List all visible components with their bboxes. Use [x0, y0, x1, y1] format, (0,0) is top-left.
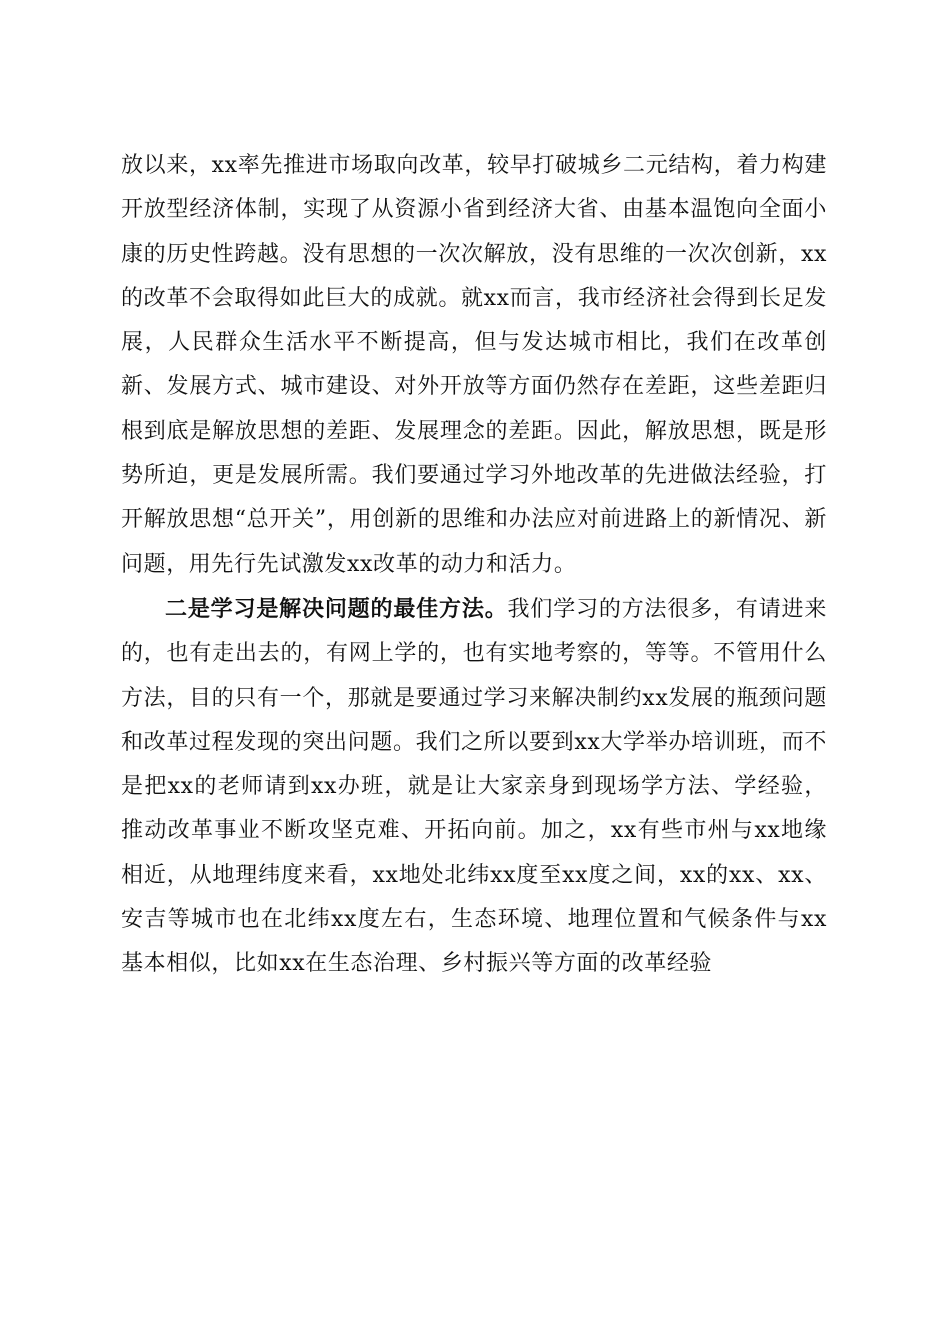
paragraph-continued: [121, 144, 827, 587]
paragraph-lead-heading: 二是学习是解决问题的最佳方法。: [165, 595, 508, 622]
paragraph-text: 我们学习的方法很多，有请进来的，也有走出去的，有网上学的，也有实地考察的，等等。不管用什么方法，目的只有一个，那就是要通过学习来解决制约xx发展的瓶颈问题和改革过程发现的突出问题。我们之所以要到xx大学举办培训班，而不是把xx的老师请到xx办班，就是让大家亲身到现场学方法、学经验，推动改革事业不断攻坚克难、开拓向前。加之，xx有些市州与xx地缘相近，从地理纬度来看，xx地处北纬xx度至xx度之间，xx的xx、xx、安吉等城市也在北纬xx度左右，生态环境、地理位置和气候条件与xx基本相似，比如xx在生态治理、乡村振兴等方面的改革经验: [121, 596, 827, 977]
paragraph-learning-method: [121, 587, 827, 987]
paragraph-text: 放以来，xx率先推进市场取向改革，较早打破城乡二元结构，着力构建开放型经济体制，实现了从资源小省到经济大省、由基本温饱向全面小康的历史性跨越。没有思想的一次次解放，没有思维的一次次创新，xx的改革不会取得如此巨大的成就。就xx而言，我市经济社会得到长足发展，人民群众生活水平不断提高，但与发达城市相比，我们在改革创新、发展方式、城市建设、对外开放等方面仍然存在差距，这些差距归根到底是解放思想的差距、发展理念的差距。因此，解放思想，既是形势所迫，更是发展所需。我们要通过学习外地改革的先进做法经验，打开解放思想“总开关”，用创新的思维和办法应对前进路上的新情况、新问题，用先行先试激发xx改革的动力和活力。: [121, 153, 827, 577]
body-text: [121, 144, 827, 987]
